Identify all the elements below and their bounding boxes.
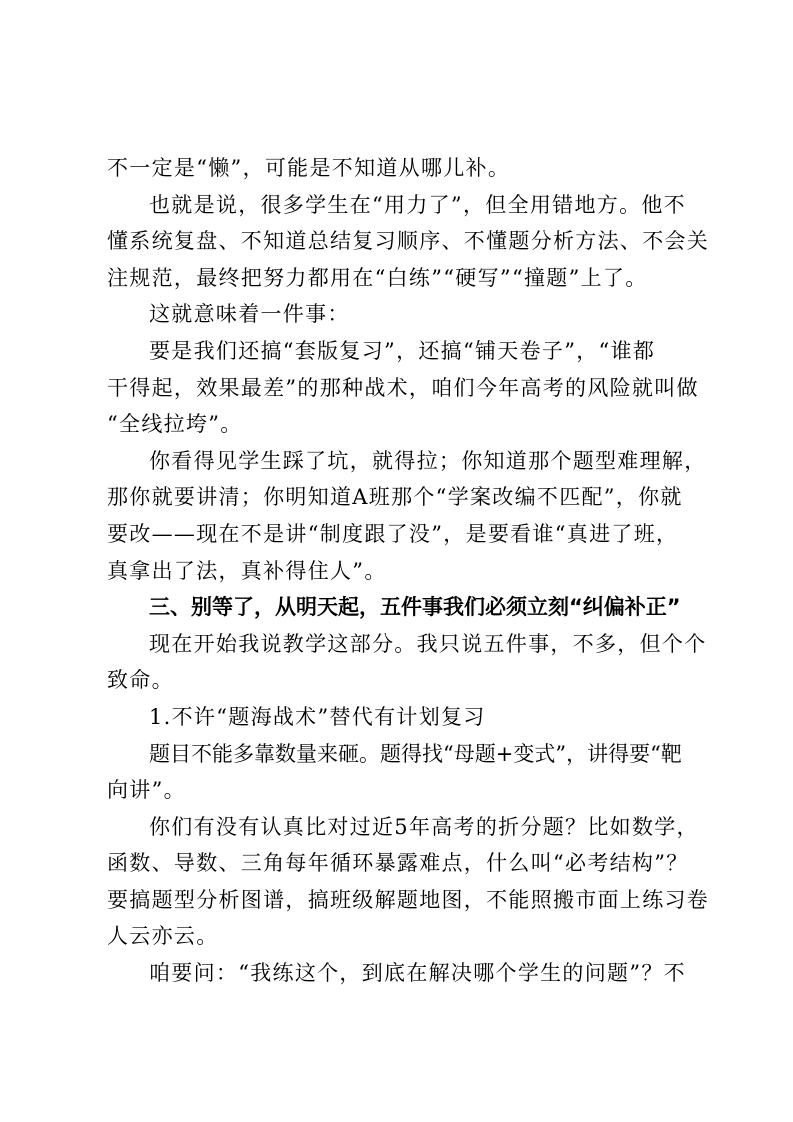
body-text: [107, 150, 710, 992]
text-line: 不一定是“懒”，可能是不知道从哪儿补。: [107, 156, 511, 180]
text-line: 注规范，最终把努力都用在“白练”“硬写”“撞题”上了。: [107, 265, 648, 290]
text-line: 人云亦云。: [107, 924, 219, 949]
text-line: 要改——现在不是讲“制度跟了没”，是要看谁“真进了班，: [107, 521, 679, 546]
text-line: 现在开始我说教学这部分。我只说五件事，不多，但个个: [149, 631, 707, 656]
section-heading: 三、别等了，从明天起，五件事我们必须立刻“纠偏补正”: [149, 595, 681, 620]
text-line: 函数、导数、三角每年循环暴露难点，什么叫“必考结构”？: [107, 851, 689, 876]
text-line: 懂系统复盘、不知道总结复习顺序、不懂题分析方法、不会关: [107, 229, 710, 254]
text-line: 向讲”。: [107, 778, 186, 803]
text-line: 那你就要讲清；你明知道A班那个“学案改编不匹配”，你就: [107, 485, 683, 510]
text-line: 也就是说，很多学生在“用力了”，但全用错地方。他不: [149, 192, 686, 217]
text-line: 这就意味着一件事：: [149, 302, 350, 327]
text-line: 咱要问：“我练这个，到底在解决哪个学生的问题”？不: [149, 961, 686, 986]
text-line: 致命。: [107, 668, 174, 693]
text-line: 题目不能多靠数量来砸。题得找“母题+变式”，讲得要“靶: [149, 741, 682, 766]
list-item-heading: 1.不许“题海战术”替代有计划复习: [149, 704, 486, 729]
text-line: 真拿出了法，真补得住人”。: [107, 558, 387, 583]
text-line: “全线拉垮”。: [107, 412, 243, 437]
text-line: 你看得见学生踩了坑，就得拉；你知道那个题型难理解，: [149, 448, 707, 473]
text-line: 你们有没有认真比对过近5年高考的折分题？比如数学，: [149, 814, 699, 839]
text-line: 要是我们还搞“套版复习”，还搞“铺天卷子”，“谁都: [149, 338, 656, 363]
text-line: 干得起，效果最差”的那种战术，咱们今年高考的风险就叫做: [107, 375, 699, 400]
text-line: 要搞题型分析图谱，搞班级解题地图，不能照搬市面上练习卷: [107, 887, 710, 912]
